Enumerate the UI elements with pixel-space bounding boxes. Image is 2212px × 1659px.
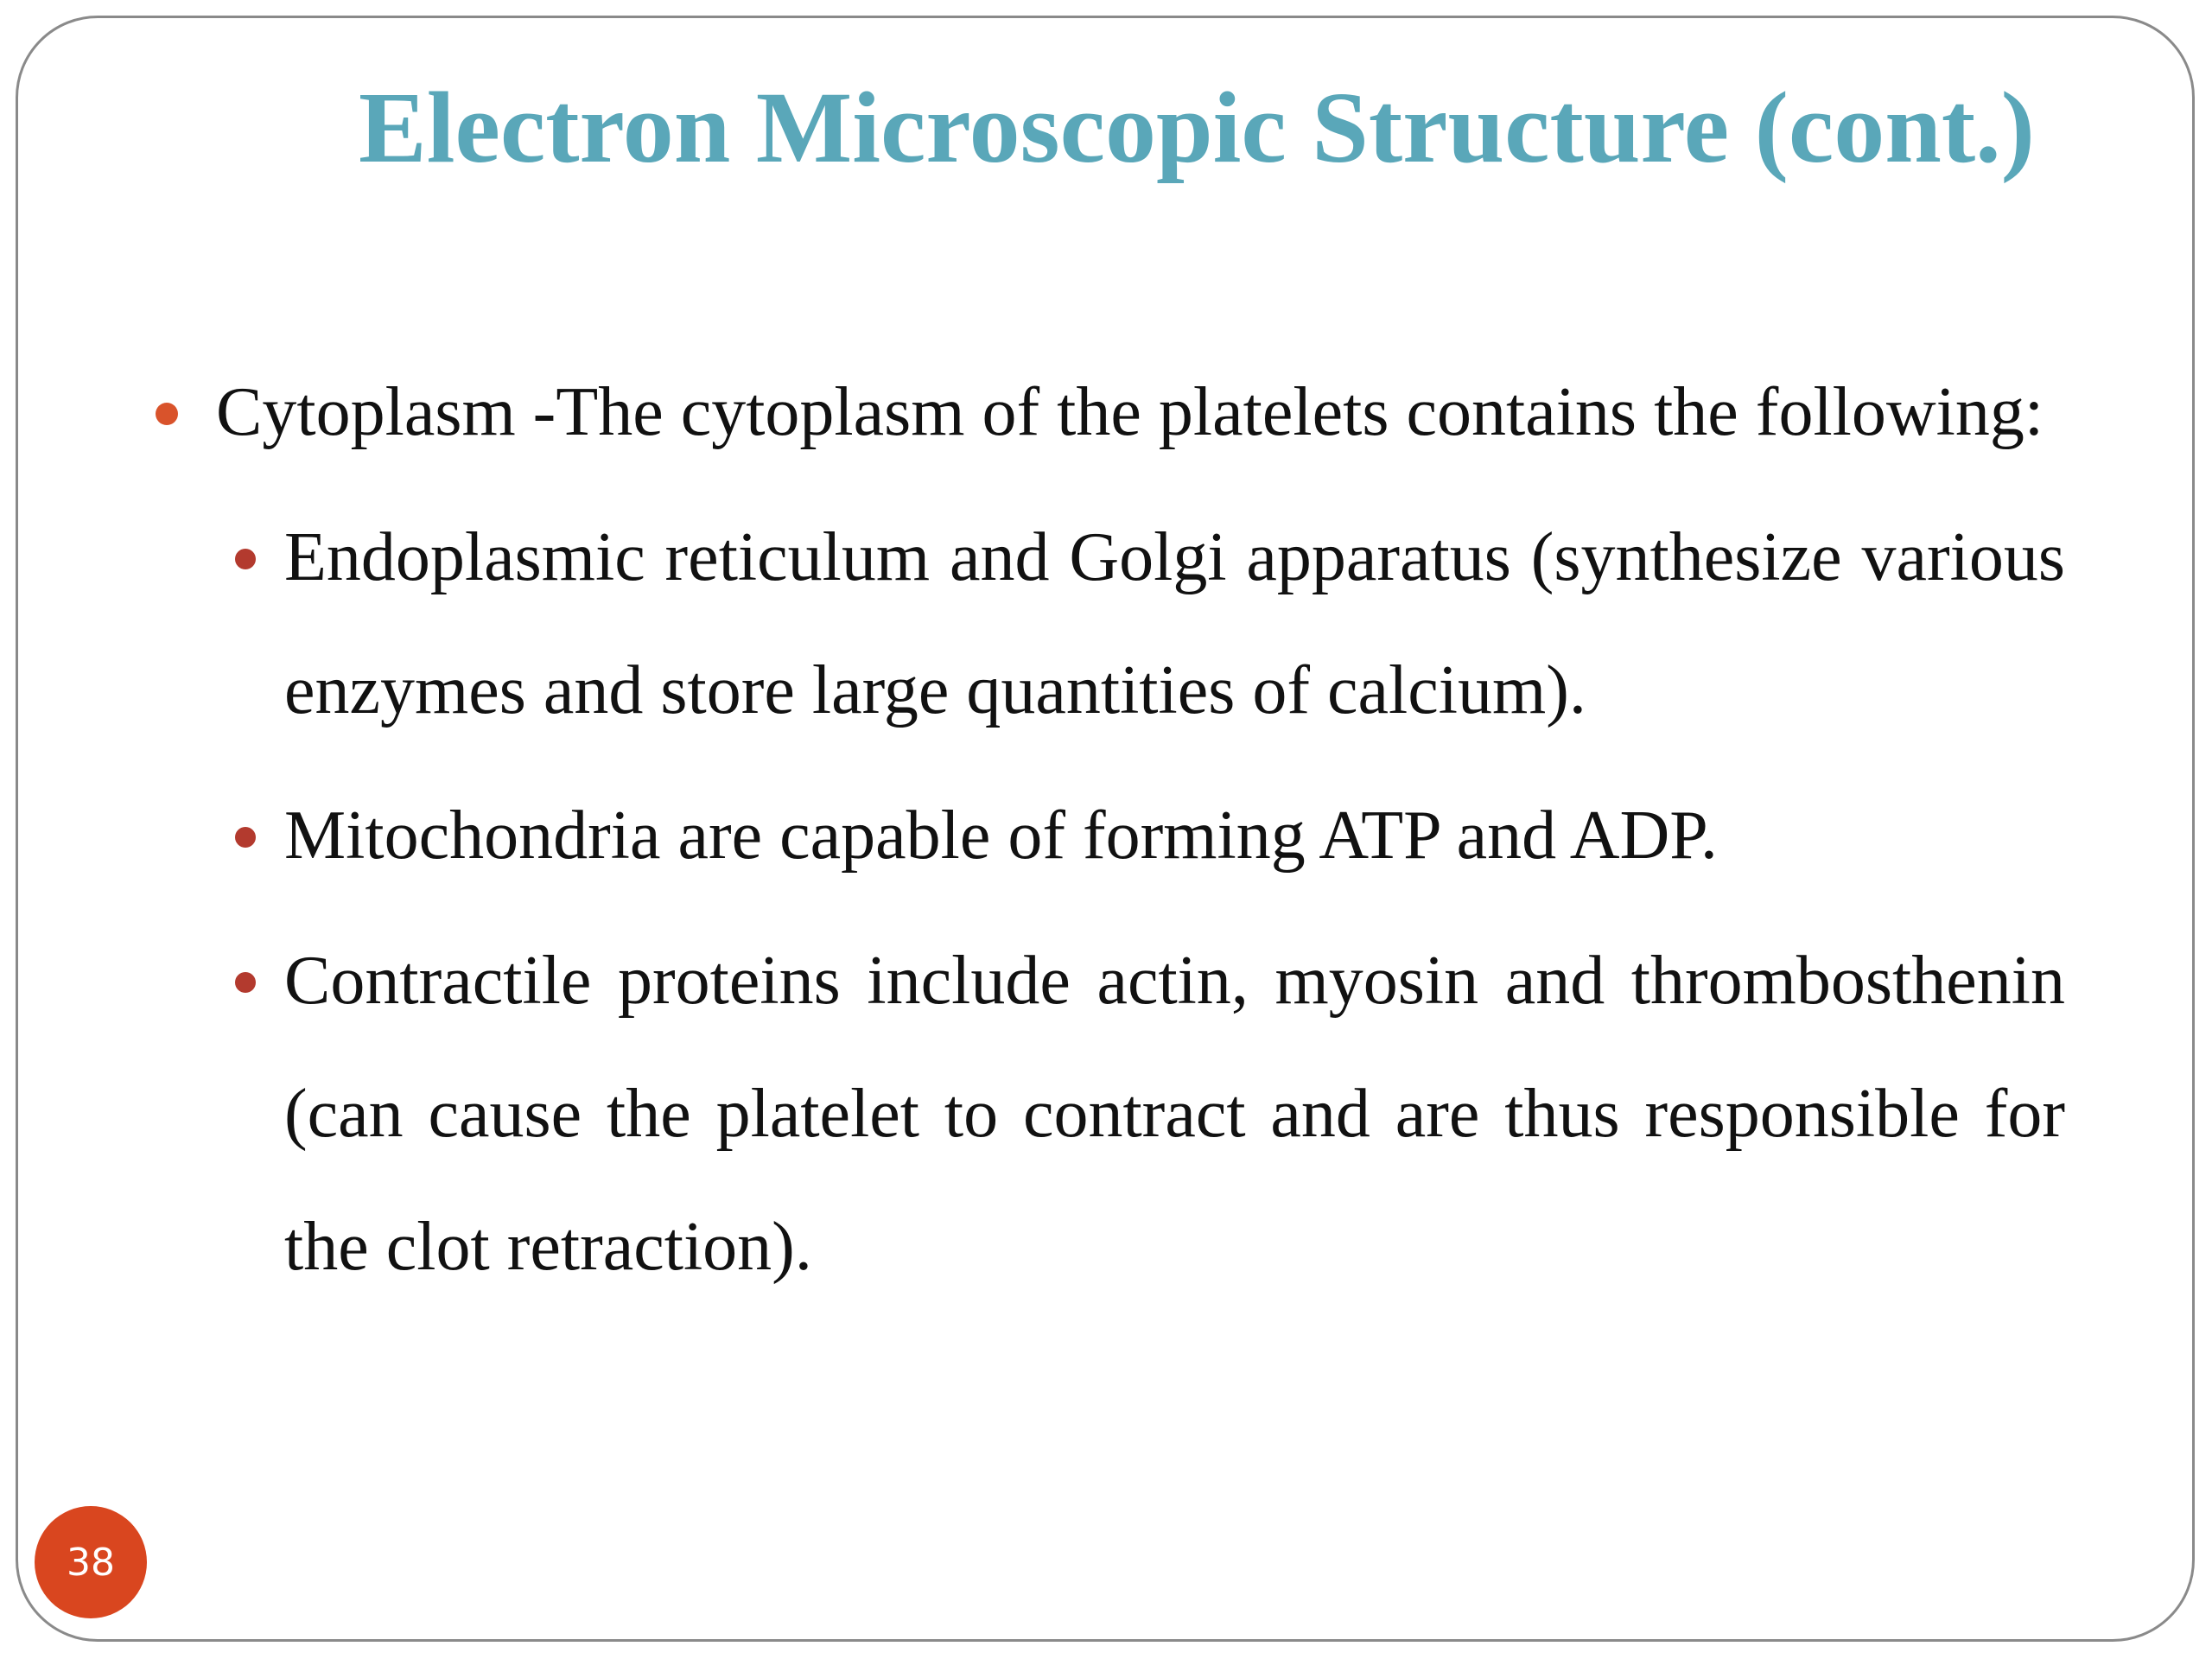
bullet-text: Contractile proteins include actin, myosin and thrombosthenin (can cause the platelet to contract and are thus responsible for the clot retraction). [284,943,2065,1285]
bullet-dot-icon [156,403,178,425]
sub-bullet-endoplasmic-reticulum [284,491,2065,757]
slide-content [216,346,2065,1313]
bullet-dot-icon [235,972,256,993]
sub-bullet-contractile-proteins [284,914,2065,1313]
slide-title: Electron Microscopic Structure (cont.) [359,71,2035,184]
bullet-text: Mitochondria are capable of forming ATP and ADP. [284,798,1718,874]
bullet-text: Endoplasmic reticulum and Golgi apparatus (synthesize various enzymes and store large quantities of calcium). [284,519,2065,728]
bullet-dot-icon [235,549,256,569]
page-number-badge: 38 [35,1506,147,1618]
bullet-text: Cytoplasm -The cytoplasm of the platelets contains the following: [216,374,2044,450]
bullet-dot-icon [235,827,256,848]
sub-bullet-mitochondria [284,769,2065,902]
bullet-cytoplasm [216,346,2065,479]
